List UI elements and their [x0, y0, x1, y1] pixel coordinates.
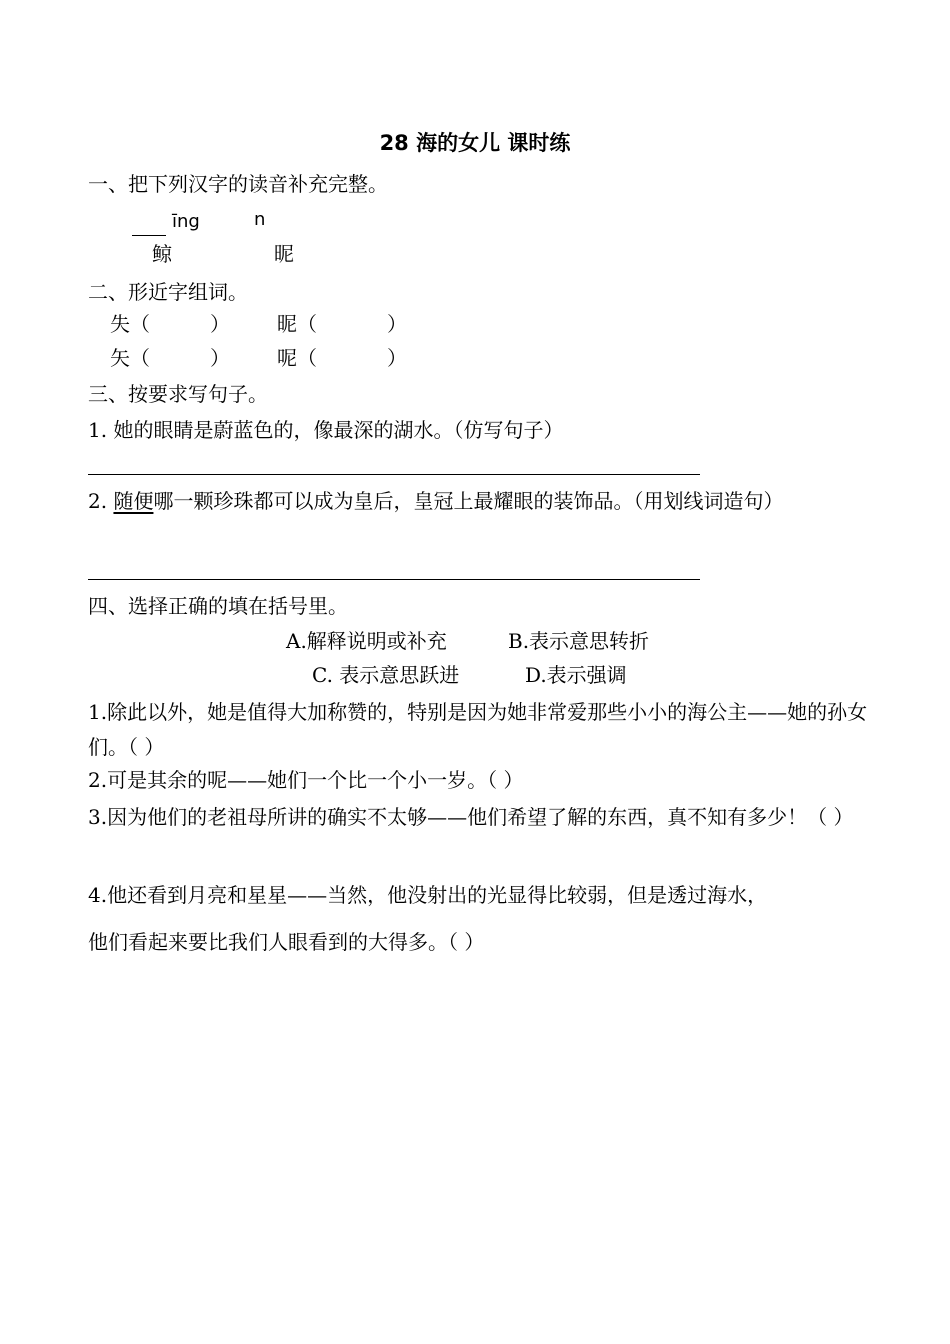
pinyin-row	[132, 206, 200, 236]
pinyin-2: n	[254, 209, 266, 230]
option-c: C. 表示意思跃进	[312, 663, 460, 687]
answer-line-2[interactable]	[88, 579, 700, 580]
s4-question-1: 1.除此以外，她是值得大加称赞的，特别是因为她非常爱那些小小的海公主——她的孙女们。（ ）	[88, 700, 868, 759]
pinyin-1: īng	[172, 211, 200, 232]
section-4-heading: 四、选择正确的填在括号里。	[88, 594, 348, 618]
section-3-heading: 三、按要求写句子。	[88, 382, 268, 406]
word-pair-2b-open: 呢（	[277, 346, 317, 370]
s4-question-4-line-2: 他们看起来要比我们人眼看到的大得多。（ ）	[88, 930, 485, 954]
option-a: A.解释说明或补充	[286, 629, 447, 653]
char-2: 昵	[274, 242, 294, 266]
s4-question-4-line-1: 4.他还看到月亮和星星——当然，他没射出的光显得比较弱，但是透过海水，	[88, 883, 768, 907]
s3-q2-text: 哪一颗珍珠都可以成为皇后，皇冠上最耀眼的装饰品。（用划线词造句）	[153, 489, 784, 513]
s4-question-3: 3.因为他们的老祖母所讲的确实不太够——他们希望了解的东西，真不知有多少！（ ）	[88, 805, 854, 829]
underlined-word: 随便	[113, 489, 154, 513]
word-pair-1b-close: ）	[387, 312, 407, 336]
section-2-heading: 二、形近字组词。	[88, 280, 248, 304]
s3-question-1: 1. 她的眼睛是蔚蓝色的，像最深的湖水。（仿写句子）	[88, 418, 564, 442]
answer-line-1[interactable]	[88, 474, 700, 475]
word-pair-2b-close: ）	[387, 346, 407, 370]
word-pair-1a-open: 失（	[110, 312, 150, 336]
s3-question-2	[88, 484, 868, 519]
char-1: 鲸	[152, 242, 172, 266]
s4-question-2: 2.可是其余的呢——她们一个比一个小一岁。（ ）	[88, 768, 524, 792]
section-1-heading: 一、把下列汉字的读音补充完整。	[88, 172, 388, 196]
word-pair-1b-open: 昵（	[277, 312, 317, 336]
page-title: 28 海的女儿 课时练	[379, 131, 571, 155]
word-pair-2a-open: 矢（	[110, 346, 150, 370]
word-pair-1a-close: ）	[210, 312, 230, 336]
option-d: D.表示强调	[525, 663, 627, 687]
option-b: B.表示意思转折	[508, 629, 650, 653]
pinyin-blank[interactable]	[132, 215, 166, 236]
word-pair-2a-close: ）	[210, 346, 230, 370]
s3-q2-number: 2.	[88, 489, 114, 513]
